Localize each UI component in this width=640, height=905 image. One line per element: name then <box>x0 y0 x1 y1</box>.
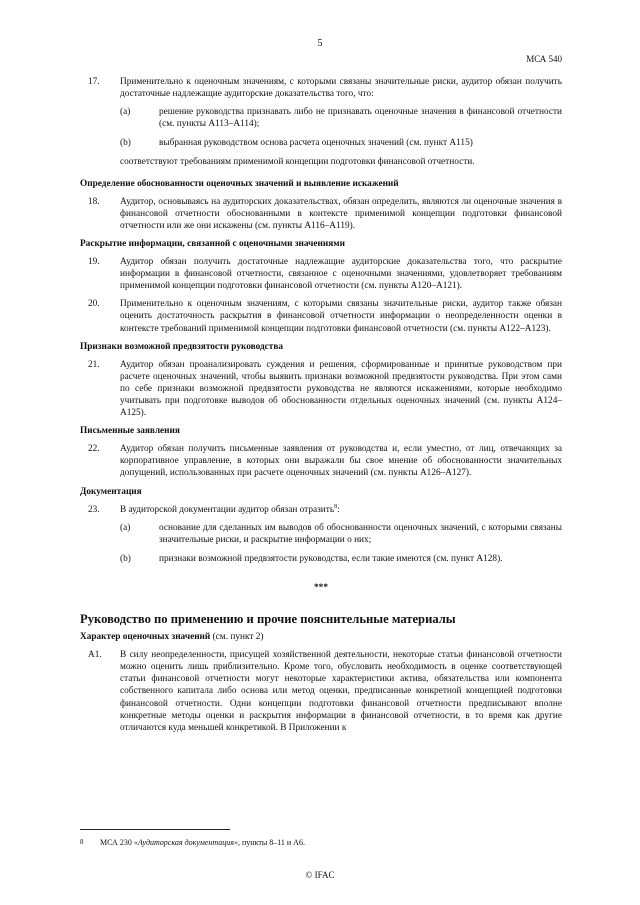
footnote-title: «Аудиторская документация» <box>133 838 238 847</box>
footnote-divider <box>80 829 230 830</box>
section-heading: Документация <box>80 486 142 497</box>
section-heading: Определение обоснованности оценочных значений и выявление искажений <box>80 178 399 189</box>
paragraph-text <box>120 504 562 516</box>
main-content <box>80 76 562 740</box>
list-item <box>120 553 562 565</box>
paragraph-text: Аудитор обязан получить письменные заявления от руководства и, если уместно, от лиц, отвечающих за корпоративное управление, в которых они выражали бы свое мнение об обоснованности значительных допущений, использованных при расчете оценочных значений (см. пункты А126–А127). <box>120 444 562 479</box>
subsection-heading-bold: Характер оценочных значений <box>80 632 211 643</box>
subsection-heading <box>80 631 562 643</box>
paragraph-19 <box>80 256 562 292</box>
section-heading: Признаки возможной предвзятости руководства <box>80 341 284 352</box>
item-list <box>120 106 562 149</box>
paragraph-number: 21. <box>88 359 100 370</box>
paragraph-text: Аудитор обязан проанализировать суждения и решения, сформированные и принятые руководством при расчете оценочных значений, чтобы выявить признаки возможной предвзятости руководства. При этом сами по себе признаки возможной предвзятости руководства не являются искажениями, которые необходимо учитывать при подготовке выводов об обоснованности отдельных оценочных значений (см. пункты А124–А125). <box>120 359 562 419</box>
paragraph-18 <box>80 196 562 232</box>
paragraph-text-main: В аудиторской документации аудитор обязан отразить <box>120 504 335 515</box>
paragraph-number: А1. <box>88 650 102 661</box>
section-heading: Раскрытие информации, связанной с оценочными значениями <box>80 238 345 249</box>
guidance-heading: Руководство по применению и прочие пояснительные материалы <box>80 612 456 627</box>
item-label: (a) <box>120 522 131 533</box>
paragraph-22 <box>80 443 562 479</box>
footnote-reference[interactable]: 8 <box>334 503 338 510</box>
paragraph-number: 17. <box>88 77 100 87</box>
item-text: выбранная руководством основа расчета оценочных значений (см. пункт А115) <box>159 138 473 149</box>
footnote-text <box>100 838 305 847</box>
paragraph-number: 22. <box>88 444 100 455</box>
item-label: (b) <box>120 553 131 564</box>
list-item <box>120 137 562 149</box>
item-text: признаки возможной предвзятости руководства, если такие имеются (см. пункт А128). <box>159 553 503 564</box>
footnote-number: 8 <box>80 838 84 846</box>
item-label: (b) <box>120 138 131 149</box>
paragraph-text: Применительно к оценочным значениям, с которыми связаны значительные риски, аудитор также обязан оценить достаточность раскрытия в финансовой отчетности информации о неопределенности оценки в контексте требований применимой концепции подготовки финансовой отчетности (см. пункты А122–А123). <box>120 299 562 334</box>
paragraph-text: Применительно к оценочным значениям, с которыми связаны значительные риски, аудитор обязан получить достаточные надлежащие аудиторские доказательства того, что: <box>120 77 562 100</box>
item-text: решение руководства признавать либо не признавать оценочные значения в финансовой отчетности (см. пункты А113–А114); <box>159 107 562 130</box>
section-separator: *** <box>314 583 328 593</box>
footnote-suffix: , пункты 8–11 и А6. <box>237 838 305 847</box>
item-text: основание для сделанных им выводов об обоснованности оценочных значений, с которыми связаны значительные риски, и раскрытие информации о них; <box>159 522 562 545</box>
subsection-heading-reference: (см. пункт 2) <box>210 632 264 643</box>
document-code: МСА 540 <box>526 54 562 64</box>
list-item <box>120 522 562 546</box>
paragraph-20 <box>80 298 562 334</box>
paragraph-23 <box>80 504 562 516</box>
paragraph-number: 23. <box>88 504 100 515</box>
paragraph-text: В силу неопределенности, присущей хозяйственной деятельности, некоторые статьи финансовой отчетности можно оценить лишь приблизительно. Кроме того, обусловить необходимость в оценке соответствующей статьи финансовой отчетности могут некоторые характеристики актива, обязательства или компонента собственного капитала либо основа или метод оценки, предписанные конкретной концепцией подготовки финансовой отчетности. Одни концепции подготовки финансовой отчетности предписывают вполне конкретные методы оценки и раскрытия информации в финансовой отчетности, в то время как другие отличаются куда меньшей конкретикой. В Приложении к <box>120 650 562 733</box>
paragraph-continuation: соответствуют требованиям применимой концепции подготовки финансовой отчетности. <box>120 157 475 168</box>
paragraph-text: Аудитор обязан получить достаточные надлежащие аудиторские доказательства того, что раскрытие информации в финансовой отчетности, связанное с оценочными значениями, удовлетворяет требованиям применимой концепции подготовки финансовой отчетности (см. пункты А120–А121). <box>120 257 562 292</box>
paragraph-number: 18. <box>88 196 100 207</box>
item-list <box>120 522 562 565</box>
paragraph-number: 19. <box>88 257 100 268</box>
paragraph-text: Аудитор, основываясь на аудиторских доказательствах, обязан определить, являются ли оценочные значения в финансовой отчетности обоснованными в контексте применимой концепции подготовки финансовой отчетности или же они искажены (см. пункты А116–А119). <box>120 196 562 231</box>
footnote <box>80 838 562 847</box>
paragraph-number: 20. <box>88 299 100 310</box>
paragraph-a1 <box>80 649 562 734</box>
paragraph-text-tail: : <box>337 504 340 515</box>
footnote-prefix: МСА 230 <box>100 838 134 847</box>
paragraph-17 <box>80 76 562 100</box>
copyright-notice: © IFAC <box>305 870 335 880</box>
list-item <box>120 106 562 130</box>
section-heading: Письменные заявления <box>80 426 180 437</box>
page-number: 5 <box>317 38 323 49</box>
item-label: (a) <box>120 107 131 118</box>
paragraph-21 <box>80 359 562 419</box>
